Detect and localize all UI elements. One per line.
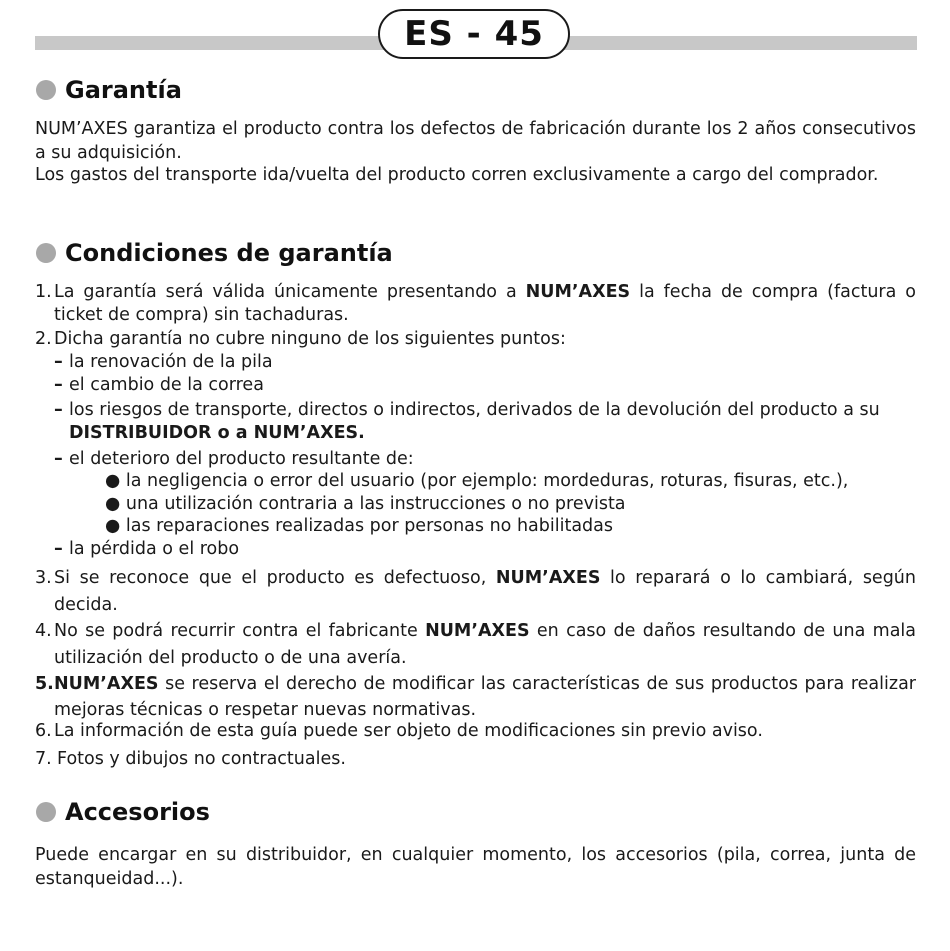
- dash-icon: –: [54, 539, 63, 559]
- list-number: 6.: [35, 721, 52, 741]
- list-text: NUM’AXES se reserva el derecho de modificar las características de sus productos para realizar mejoras técnicas o respetar nuevas normativas.: [54, 674, 916, 720]
- section-bullet-icon: [36, 80, 56, 100]
- section-title-condiciones: [36, 239, 393, 267]
- sub-bullet-item: ● la negligencia o error del usuario (por ejemplo: mordeduras, roturas, fisuras, etc.),: [105, 471, 849, 491]
- bullet-icon: ●: [105, 516, 121, 536]
- list-item: [35, 618, 916, 672]
- brand-name: NUM’AXES: [495, 568, 601, 588]
- section-bullet-icon: [36, 802, 56, 822]
- section-title-text: Condiciones de garantía: [65, 239, 393, 267]
- list-item: [35, 671, 916, 723]
- section-title-garantia: [36, 76, 182, 104]
- exclusion-item: – los riesgos de transporte, directos o indirectos, derivados de la devolución del producto a su DISTRIBUIDOR o a NUM’AXES.: [54, 400, 880, 443]
- list-item: [35, 281, 916, 327]
- list-number: 5.: [35, 674, 54, 694]
- list-text: La garantía será válida únicamente presentando a NUM’AXES la fecha de compra (factura o ticket de compra) sin tachaduras.: [54, 282, 916, 325]
- section-bullet-icon: [36, 243, 56, 263]
- sub-bullet-item: ● una utilización contraria a las instrucciones o no prevista: [105, 494, 626, 514]
- bullet-icon: ●: [105, 494, 121, 514]
- exclusion-item: – el cambio de la correa: [54, 375, 264, 395]
- bullet-icon: ●: [105, 471, 121, 491]
- list-number: 2.: [35, 329, 52, 349]
- section-title-text: Accesorios: [65, 798, 210, 826]
- list-text: Fotos y dibujos no contractuales.: [57, 749, 346, 769]
- brand-name: DISTRIBUIDOR o a NUM’AXES.: [69, 423, 365, 443]
- list-number: 3.: [35, 568, 52, 588]
- garantia-paragraph-1: NUM’AXES garantiza el producto contra los defectos de fabricación durante los 2 años consecutivos a su adquisición.: [35, 119, 916, 163]
- list-item: [35, 748, 916, 771]
- brand-name: NUM’AXES: [425, 621, 530, 641]
- dash-icon: –: [54, 375, 63, 395]
- exclusion-item: – la renovación de la pila: [54, 352, 273, 372]
- section-title-text: Garantía: [65, 76, 182, 104]
- list-text: No se podrá recurrir contra el fabricante NUM’AXES en caso de daños resultando de una mala utilización del producto o de una avería.: [54, 621, 916, 668]
- brand-name: NUM’AXES: [54, 674, 159, 694]
- list-number: 4.: [35, 621, 52, 641]
- list-number: 1.: [35, 282, 52, 302]
- garantia-paragraph-2: Los gastos del transporte ida/vuelta del producto corren exclusivamente a cargo del comprador.: [35, 165, 879, 185]
- dash-icon: –: [54, 400, 63, 420]
- list-number: 7.: [35, 749, 52, 769]
- section-title-accesorios: [36, 798, 210, 826]
- dash-icon: –: [54, 352, 63, 372]
- accesorios-paragraph: Puede encargar en su distribuidor, en cualquier momento, los accesorios (pila, correa, junta de estanqueidad...).: [35, 845, 916, 889]
- list-item: [35, 565, 916, 619]
- list-item: [35, 720, 916, 743]
- exclusion-item: – la pérdida o el robo: [54, 539, 240, 559]
- list-item: [35, 328, 916, 351]
- sub-bullet-item: ● las reparaciones realizadas por personas no habilitadas: [105, 516, 613, 536]
- list-text: Dicha garantía no cubre ninguno de los siguientes puntos:: [54, 329, 566, 349]
- list-text: La información de esta guía puede ser objeto de modificaciones sin previo aviso.: [54, 721, 763, 741]
- dash-icon: –: [54, 449, 63, 469]
- list-text: Si se reconoce que el producto es defectuoso, NUM’AXES lo reparará o lo cambiará, según decida.: [54, 568, 916, 615]
- exclusion-item: – el deterioro del producto resultante de:: [54, 449, 414, 469]
- brand-name: NUM’AXES: [525, 282, 631, 302]
- page-number-badge: ES - 45: [378, 9, 570, 59]
